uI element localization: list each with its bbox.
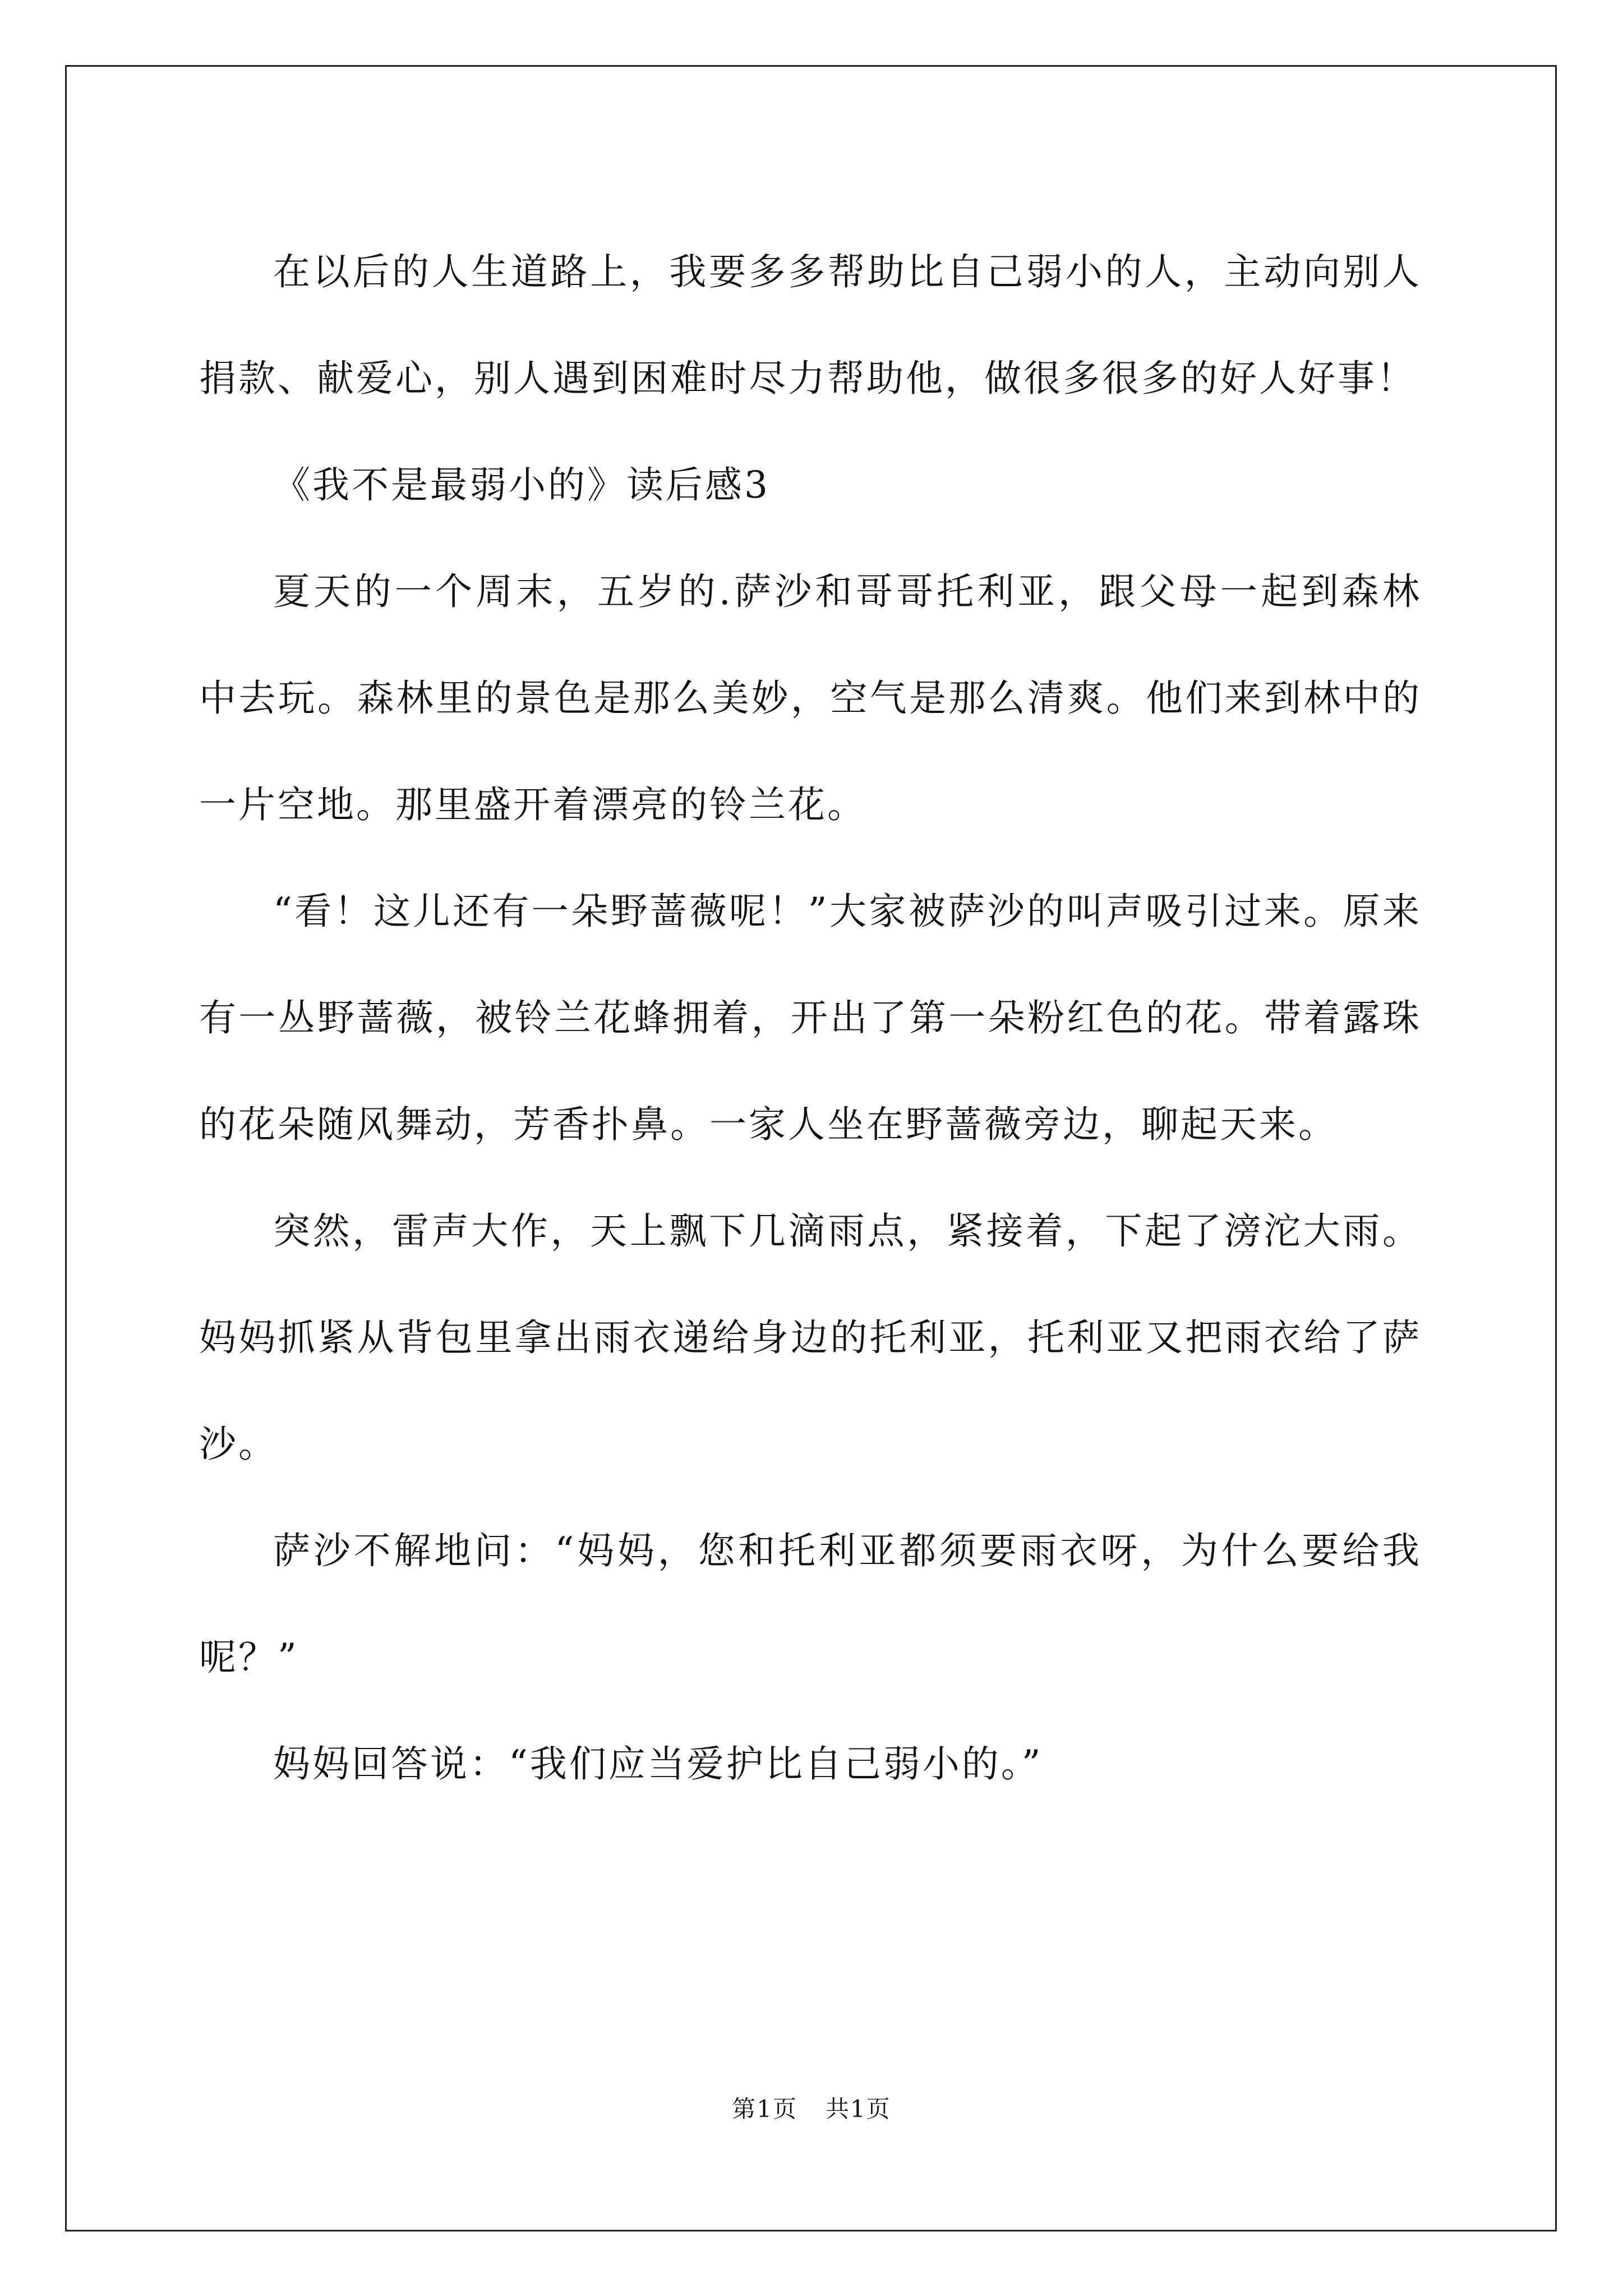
section-title: 《我不是最弱小的》读后感3	[273, 463, 770, 507]
document-body	[199, 219, 1422, 1818]
paragraph: 夏天的一个周末，五岁的.萨沙和哥哥托利亚，跟父母一起到森林中去玩。森林里的景色是那么美妙，空气是那么清爽。他们来到林中的一片空地。那里盛开着漂亮的铃兰花。	[199, 570, 1422, 826]
page-footer	[0, 2092, 1623, 2126]
page-number: 第1页	[732, 2095, 797, 2123]
paragraph: 萨沙不解地问：“妈妈，您和托利亚都须要雨衣呀，为什么要给我呢？”	[199, 1529, 1422, 1679]
paragraph: “看！这儿还有一朵野蔷薇呢！”大家被萨沙的叫声吸引过来。原来有一丛野蔷薇，被铃兰花蜂拥着，开出了第一朵粉红色的花。带着露珠的花朵随风舞动，芳香扑鼻。一家人坐在野蔷薇旁边，聊起天来。	[199, 890, 1422, 1146]
paragraph: 突然，雷声大作，天上飘下几滴雨点，紧接着，下起了滂沱大雨。妈妈抓紧从背包里拿出雨衣递给身边的托利亚，托利亚又把雨衣给了萨沙。	[199, 1209, 1422, 1466]
paragraph: 妈妈回答说：“我们应当爱护比自己弱小的。”	[273, 1742, 1043, 1786]
page-total: 共1页	[826, 2095, 891, 2123]
paragraph: 在以后的人生道路上，我要多多帮助比自己弱小的人，主动向别人捐款、献爱心，别人遇到困难时尽力帮助他，做很多很多的好人好事！	[199, 250, 1422, 400]
